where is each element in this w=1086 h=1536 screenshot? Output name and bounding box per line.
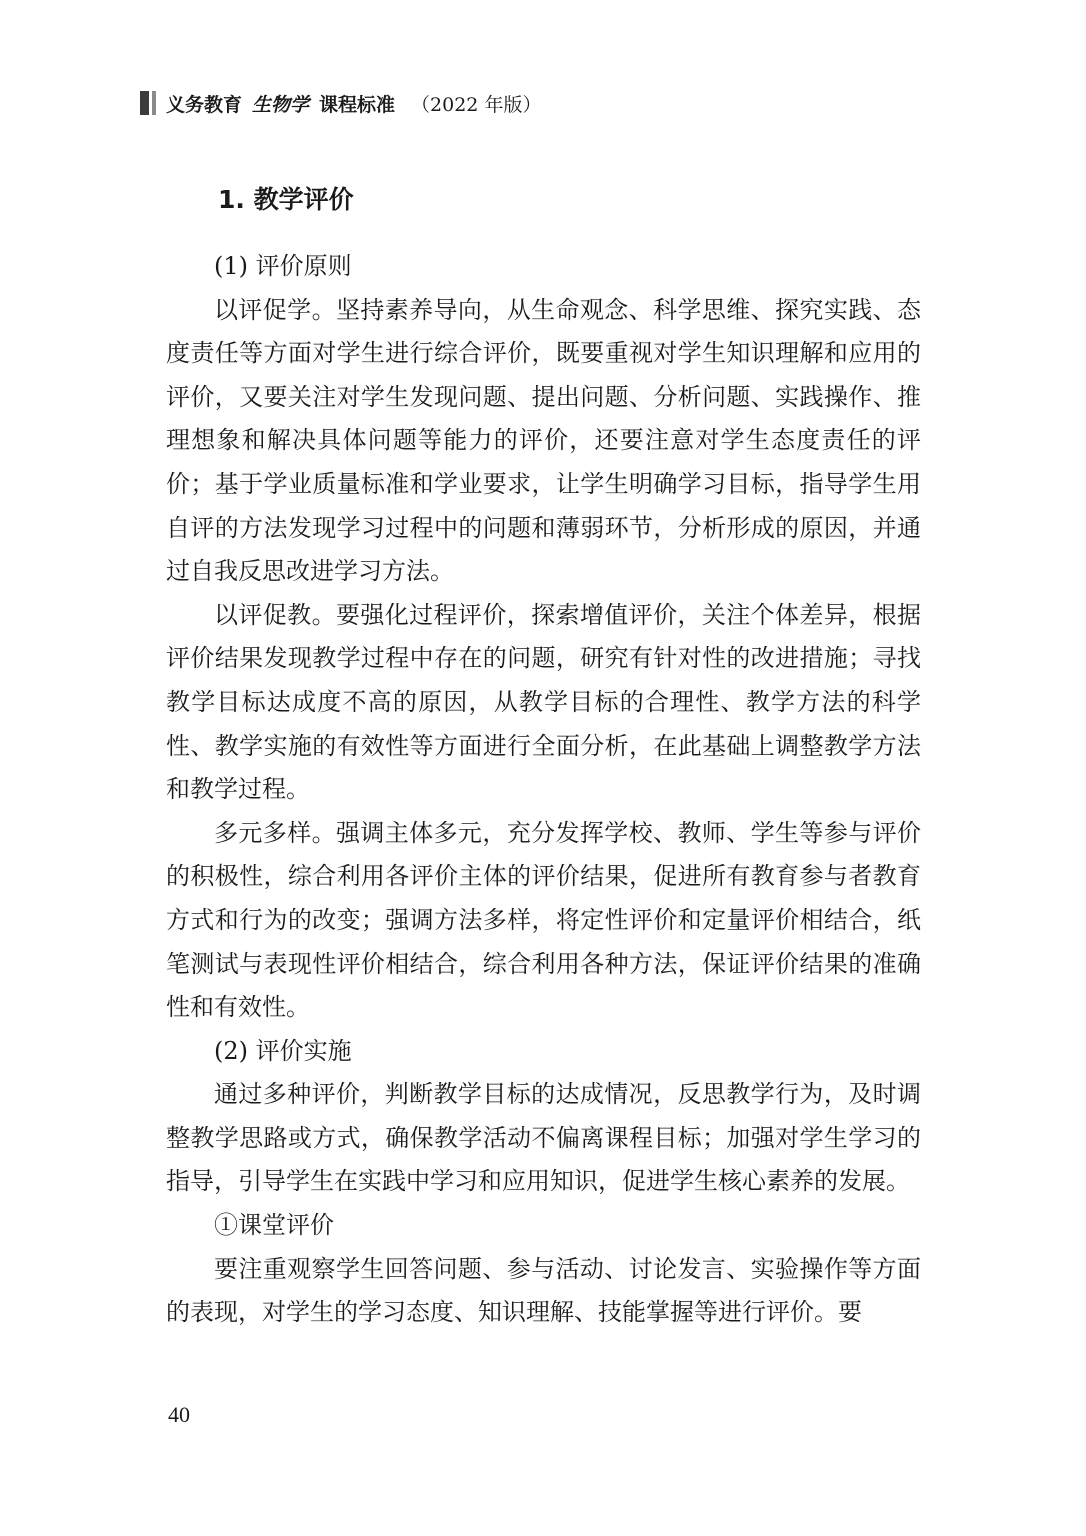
section-title: 1. 教学评价 [218,185,354,214]
paragraph-diversity: 多元多样。强调主体多元，充分发挥学校、教师、学生等参与评价的积极性，综合利用各评价主体的评价结果，促进所有教育参与者教育方式和行为的改变；强调方法多样，将定性评价和定量评价相结合，纸笔测试与表现性评价相结合，综合利用各种方法，保证评价结果的准确性和有效性。 [166,818,921,1022]
subheading-principles: (1) 评价原则 [214,252,352,280]
page-number: 40 [168,1402,190,1427]
header-bar-dark [140,91,149,115]
running-header [140,88,541,118]
header-standard: 课程标准 [319,93,396,116]
subheading-implementation: (2) 评价实施 [214,1036,352,1065]
subheading-classroom-evaluation: ①课堂评价 [214,1211,334,1240]
header-bars-icon [140,91,156,115]
header-subject: 生物学 [252,93,310,116]
paragraph-classroom-evaluation: 要注重观察学生回答问题、参与活动、讨论发言、实验操作等方面的表现，对学生的学习态度、知识理解、技能掌握等进行评价。要 [166,1254,921,1327]
paragraph-promote-learning: 以评促学。坚持素养导向，从生命观念、科学思维、探究实践、态度责任等方面对学生进行综合评价，既要重视对学生知识理解和应用的评价，又要关注对学生发现问题、提出问题、分析问题、实践操作、推理想象和解决具体问题等能力的评价，还要注意对学生态度责任的评价；基于学业质量标准和学业要求，让学生明确学习目标，指导学生用自评的方法发现学习过程中的问题和薄弱环节，分析形成的原因，并通过自我反思改进学习方法。 [166,295,921,586]
body-text [166,245,921,1335]
header-bar-light [152,91,156,115]
paragraph-promote-teaching: 以评促教。要强化过程评价，探索增值评价，关注个体差异，根据评价结果发现教学过程中存在的问题，研究有针对性的改进措施；寻找教学目标达成度不高的原因，从教学目标的合理性、教学方法的科学性、教学实施的有效性等方面进行全面分析，在此基础上调整教学方法和教学过程。 [166,600,921,804]
header-series: 义务教育 [166,93,243,116]
paragraph-implementation: 通过多种评价，判断教学目标的达成情况，反思教学行为，及时调整教学思路或方式，确保教学活动不偏离课程目标；加强对学生学习的指导，引导学生在实践中学习和应用知识，促进学生核心素养的发展。 [166,1080,921,1196]
header-edition: （2022 年版） [411,93,542,116]
